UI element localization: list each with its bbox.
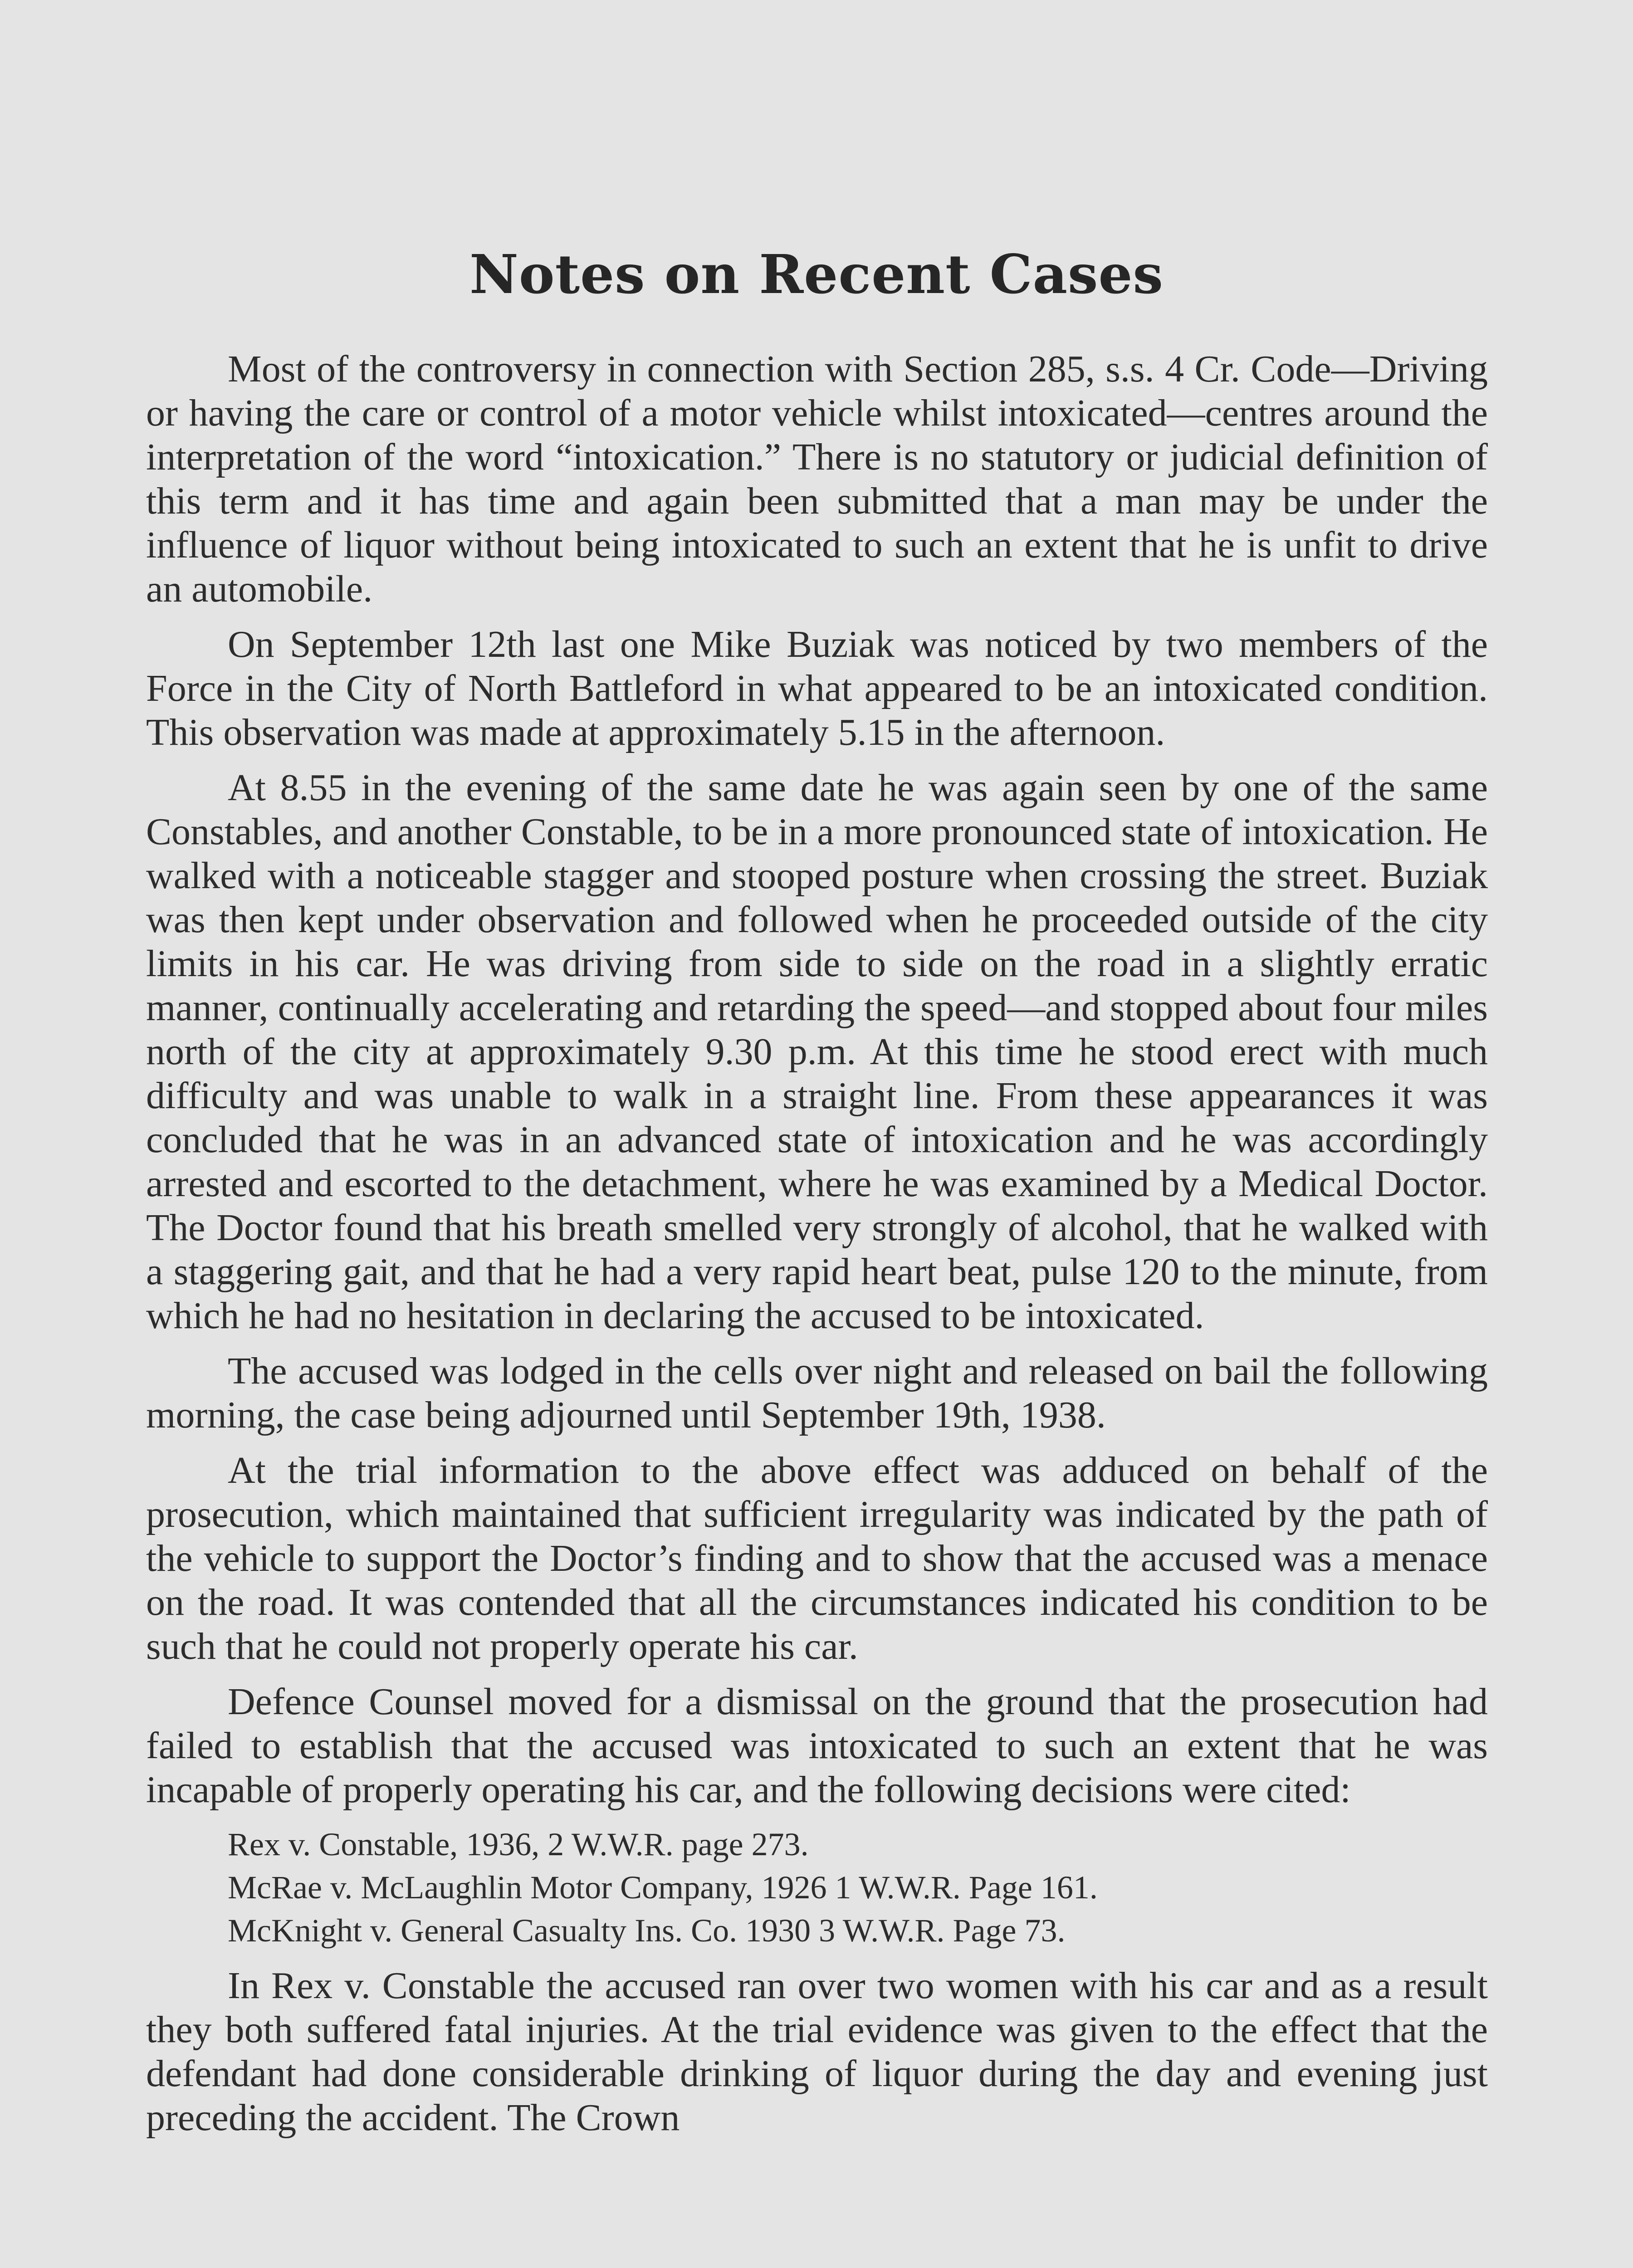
citation: McKnight v. General Casualty Ins. Co. 1930 3 W.W.R. Page 73. xyxy=(228,1912,1066,1949)
paragraph: At the trial information to the above effect was adduced on behalf of the prosecution, which maintained that sufficient irregularity was indicated by the path of the vehicle to support the Doctor’s finding and to show that the accused was a menace on the road. It was contended that all the circumstances indicated his condition to be such that he could not properly operate his car. xyxy=(146,1449,1488,1667)
paragraph: At 8.55 in the evening of the same date he was again seen by one of the same Constables, and another Constable, to be in a more pronounced state of intoxication. He walked with a noticeable stagger and stooped posture when crossing the street. Buziak was then kept under observation and followed when he proceeded outside of the city limits in his car. He was driving from side to side on the road in a slightly erratic manner, continually accelerating and retarding the speed—and stopped about four miles north of the city at approximately 9.30 p.m. At this time he stood erect with much difficulty and was unable to walk in a straight line. From these appearances it was concluded that he was in an advanced state of intoxication and he was accordingly arrested and escorted to the detachment, where he was examined by a Medical Doctor. The Doctor found that his breath smelled very strongly of alcohol, that he walked with a staggering gait, and that he had a very rapid heart beat, pulse 120 to the minute, from which he had no hesitation in declaring the accused to be intoxicated. xyxy=(146,767,1488,1337)
citation-list xyxy=(146,1823,1488,1952)
paragraph: Defence Counsel moved for a dismissal on the ground that the prosecution had failed to establish that the accused was intoxicated to such an extent that he was incapable of properly operating his car, and the following decisions were cited: xyxy=(146,1681,1488,1811)
citation: McRae v. McLaughlin Motor Company, 1926 1 W.W.R. Page 161. xyxy=(228,1869,1098,1906)
paragraph: Most of the controversy in connection with Section 285, s.s. 4 Cr. Code—Driving or having the care or control of a motor vehicle whilst intoxicated—centres around the interpretation of the word “intoxication.” There is no statutory or judicial definition of this term and it has time and again been submitted that a man may be under the influence of liquor without being intoxicated to such an extent that he is unfit to drive an automobile. xyxy=(146,348,1488,610)
paragraph: The accused was lodged in the cells over night and released on bail the following morning, the case being adjourned until September 19th, 1938. xyxy=(146,1350,1488,1436)
paragraph: On September 12th last one Mike Buziak was noticed by two members of the Force in the City of North Battleford in what appeared to be an intoxicated condition. This observation was made at approximately 5.15 in the afternoon. xyxy=(146,623,1488,753)
page-title: Notes on Recent Cases xyxy=(469,243,1164,306)
citation: Rex v. Constable, 1936, 2 W.W.R. page 273. xyxy=(228,1826,809,1862)
article-body xyxy=(146,347,1488,2151)
paragraph: In Rex v. Constable the accused ran over two women with his car and as a result they both suffered fatal injuries. At the trial evidence was given to the effect that the defendant had done considerable drinking of liquor during the day and evening just preceding the accident. The Crown xyxy=(146,1965,1488,2139)
